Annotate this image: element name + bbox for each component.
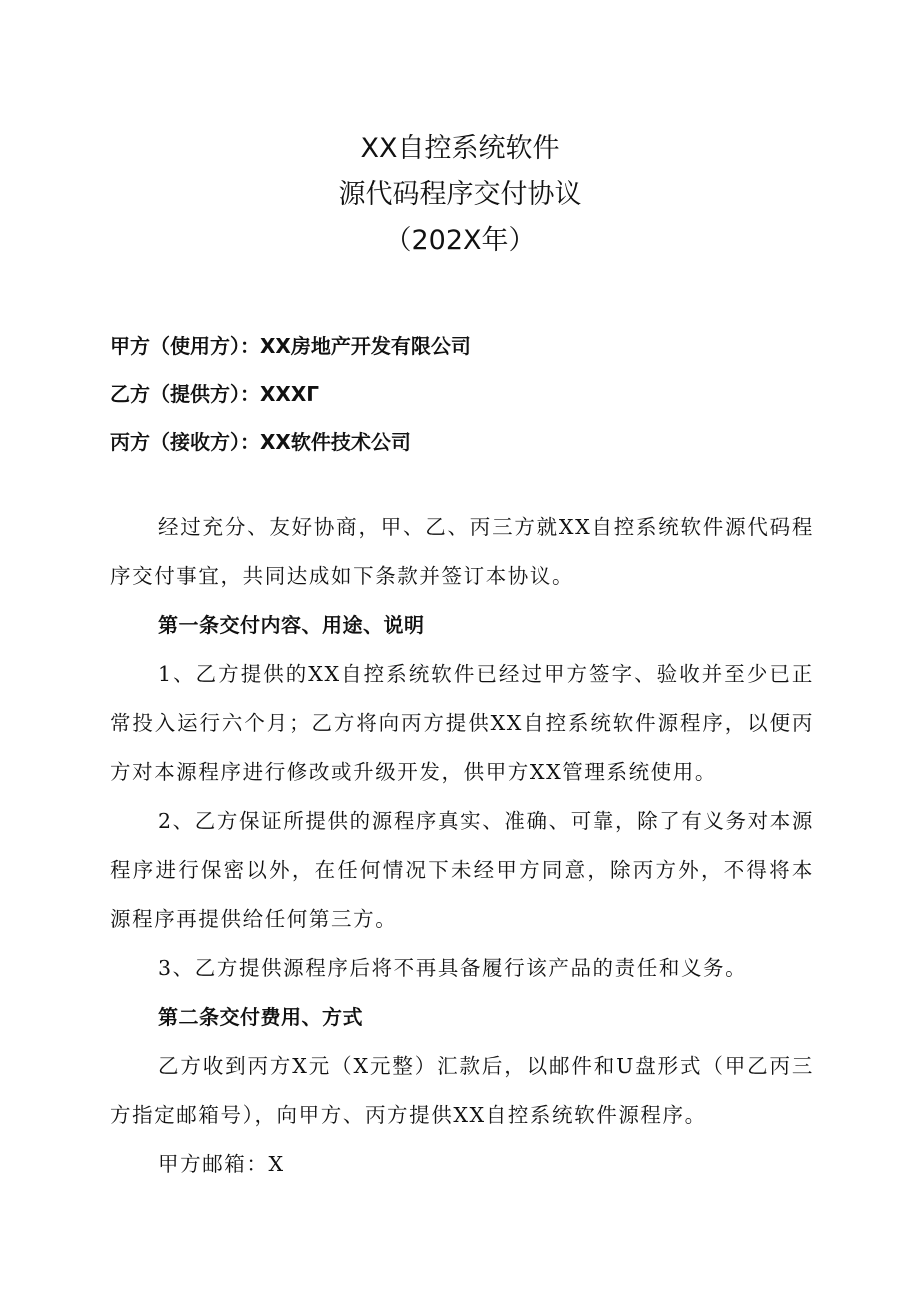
title-line-3: （202X年）	[384, 225, 536, 256]
article-1-item-1: 1、乙方提供的XX自控系统软件已经过甲方签字、验收并至少已正常投入运行六个月；乙方将向丙方提供XX自控系统软件源程序，以便丙方对本源程序进行修改或升级开发，供甲方XX管理系统使用。	[110, 662, 814, 784]
title-line-1: XX自控系统软件	[360, 133, 560, 164]
party-a-line: 甲方（使用方）：XX房地产开发有限公司	[110, 334, 471, 358]
parties-block	[110, 322, 830, 466]
title-line-2: 源代码程序交付协议	[338, 179, 582, 210]
agreement-body	[110, 503, 814, 1189]
party-a-email-line: 甲方邮箱：X	[158, 1152, 285, 1176]
article-2-heading: 第二条交付费用、方式	[158, 1005, 363, 1029]
article-2-paragraph: 乙方收到丙方X元（X元整）汇款后，以邮件和U盘形式（甲乙丙三方指定邮箱号），向甲方、丙方提供XX自控系统软件源程序。	[110, 1054, 814, 1127]
party-c-line: 丙方（接收方）：XX软件技术公司	[110, 430, 411, 454]
article-1-item-2: 2、乙方保证所提供的源程序真实、准确、可靠，除了有义务对本源程序进行保密以外，在任何情况下未经甲方同意，除丙方外，不得将本源程序再提供给任何第三方。	[110, 809, 814, 931]
intro-paragraph: 经过充分、友好协商，甲、乙、丙三方就XX自控系统软件源代码程序交付事宜，共同达成如下条款并签订本协议。	[110, 515, 814, 588]
article-1-item-3: 3、乙方提供源程序后将不再具备履行该产品的责任和义务。	[158, 956, 748, 980]
party-b-line: 乙方（提供方）：XXXΓ	[110, 382, 320, 406]
article-1-heading: 第一条交付内容、用途、说明	[158, 613, 425, 637]
document-title	[0, 126, 920, 264]
